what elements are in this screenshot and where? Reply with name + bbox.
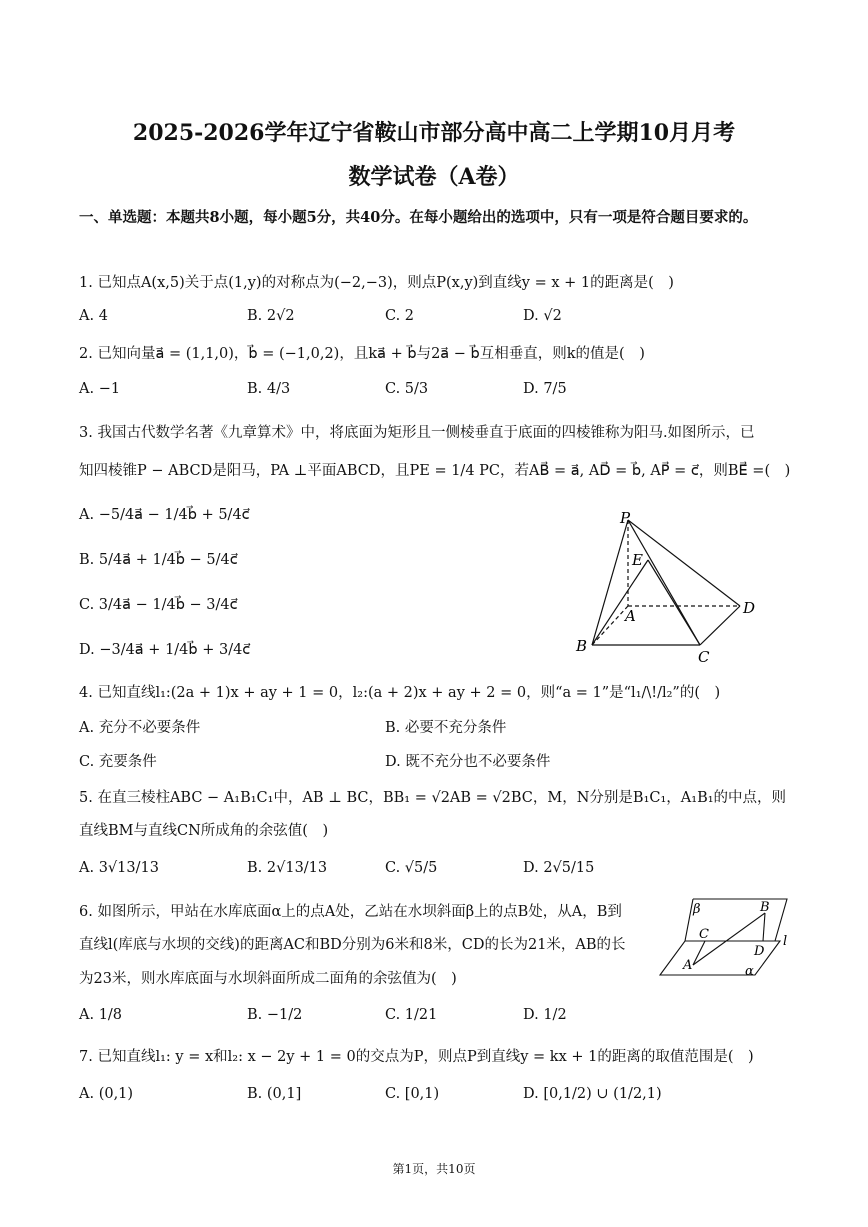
question-6-stem-line-1: 6. 如图所示，甲站在水库底面α上的点A处，乙站在水坝斜面β上的点B处，从A，B到 bbox=[79, 904, 622, 920]
q7-option-c: C. [0,1) bbox=[385, 1086, 440, 1102]
label-p: P bbox=[620, 509, 631, 527]
q5-option-d: D. 2√5/15 bbox=[523, 860, 595, 876]
q2-option-a: A. −1 bbox=[79, 381, 121, 397]
q1-option-b: B. 2√2 bbox=[247, 308, 295, 324]
q4-option-a: A. 充分不必要条件 bbox=[79, 720, 201, 736]
title-line-2: 数学试卷（A卷） bbox=[348, 164, 520, 190]
label-d: D bbox=[743, 599, 756, 617]
question-6-stem-line-2: 直线l(库底与水坝的交线)的距离AC和BD分别为6米和8米，CD的长为21米，AB的长 bbox=[79, 937, 626, 953]
question-6-stem-line-3: 为23米，则水库底面与水坝斜面所成二面角的余弦值为( ) bbox=[79, 971, 457, 987]
question-2-stem: 2. 已知向量a⃗ = (1,1,0)，b⃗ = (−1,0,2)，且ka⃗ + b⃗与2a⃗ − b⃗互相垂直，则k的值是( ) bbox=[79, 346, 645, 362]
pyramid-figure bbox=[570, 505, 770, 670]
page-footer: 第1页，共10页 bbox=[392, 1162, 476, 1176]
q5-option-b: B. 2√13/13 bbox=[247, 860, 328, 876]
question-5-stem-line-2: 直线BM与直线CN所成角的余弦值( ) bbox=[79, 823, 329, 839]
q6-option-b: B. −1/2 bbox=[247, 1007, 303, 1023]
q1-option-c: C. 2 bbox=[385, 308, 415, 324]
q4-option-d: D. 既不充分也不必要条件 bbox=[385, 754, 551, 770]
q6-option-a: A. 1/8 bbox=[79, 1007, 123, 1023]
question-1-stem: 1. 已知点A(x,5)关于点(1,y)的对称点为(−2,−3)，则点P(x,y)到直线y = x + 1的距离是( ) bbox=[79, 275, 674, 291]
question-3-stem-line-2: 知四棱锥P − ABCD是阳马，PA ⊥平面ABCD，且PE = 1/4 PC，若AB⃗ = a⃗, AD⃗ = b⃗, AP⃗ = c⃗，则BE⃗ =( ) bbox=[79, 463, 791, 479]
q7-option-d: D. [0,1/2) ∪ (1/2,1) bbox=[523, 1086, 662, 1102]
q1-option-a: A. 4 bbox=[79, 308, 108, 324]
section-header: 一、单选题：本题共8小题，每小题5分，共40分。在每小题给出的选项中，只有一项是符合题目要求的。 bbox=[79, 209, 758, 226]
label-l: l bbox=[783, 934, 788, 949]
q3-option-b: B. 5/4a⃗ + 1/4b⃗ − 5/4c⃗ bbox=[79, 552, 238, 568]
question-7-stem: 7. 已知直线l₁: y = x和l₂: x − 2y + 1 = 0的交点为P，则点P到直线y = kx + 1的距离的取值范围是( ) bbox=[79, 1049, 754, 1065]
q7-option-b: B. (0,1] bbox=[247, 1086, 302, 1102]
q5-option-c: C. √5/5 bbox=[385, 860, 438, 876]
q3-option-d: D. −3/4a⃗ + 1/4b⃗ + 3/4c⃗ bbox=[79, 642, 251, 658]
label-e: E bbox=[632, 551, 643, 569]
label-c: C bbox=[698, 648, 710, 666]
label-d: D bbox=[754, 944, 765, 959]
label-a: A bbox=[683, 958, 693, 973]
label-a: A bbox=[625, 607, 636, 625]
q1-option-d: D. √2 bbox=[523, 308, 562, 324]
question-5-stem-line-1: 5. 在直三棱柱ABC − A₁B₁C₁中，AB ⊥ BC，BB₁ = √2AB = √2BC，M，N分别是B₁C₁，A₁B₁的中点，则 bbox=[79, 790, 787, 806]
q7-option-a: A. (0,1) bbox=[79, 1086, 134, 1102]
q3-option-a: A. −5/4a⃗ − 1/4b⃗ + 5/4c⃗ bbox=[79, 507, 250, 523]
q2-option-b: B. 4/3 bbox=[247, 381, 291, 397]
q6-option-d: D. 1/2 bbox=[523, 1007, 567, 1023]
q2-option-c: C. 5/3 bbox=[385, 381, 429, 397]
title-line-1: 2025-2026学年辽宁省鞍山市部分高中高二上学期10月月考 bbox=[132, 120, 736, 146]
label-beta: β bbox=[693, 902, 701, 917]
dihedral-figure bbox=[655, 893, 795, 983]
q4-option-b: B. 必要不充分条件 bbox=[385, 720, 507, 736]
label-b: B bbox=[576, 637, 588, 655]
q2-option-d: D. 7/5 bbox=[523, 381, 567, 397]
q3-option-c: C. 3/4a⃗ − 1/4b⃗ − 3/4c⃗ bbox=[79, 597, 238, 613]
q6-option-c: C. 1/21 bbox=[385, 1007, 438, 1023]
q4-option-c: C. 充要条件 bbox=[79, 754, 157, 770]
question-3-stem-line-1: 3. 我国古代数学名著《九章算术》中，将底面为矩形且一侧棱垂直于底面的四棱锥称为阳马.如图所示，已 bbox=[79, 425, 755, 441]
label-b: B bbox=[760, 900, 770, 915]
question-4-stem: 4. 已知直线l₁:(2a + 1)x + ay + 1 = 0，l₂:(a + 2)x + ay + 2 = 0，则“a = 1”是“l₁/\!/l₂”的( ) bbox=[79, 685, 721, 701]
label-c: C bbox=[699, 927, 709, 942]
label-alpha: α bbox=[745, 964, 754, 979]
q5-option-a: A. 3√13/13 bbox=[79, 860, 159, 876]
